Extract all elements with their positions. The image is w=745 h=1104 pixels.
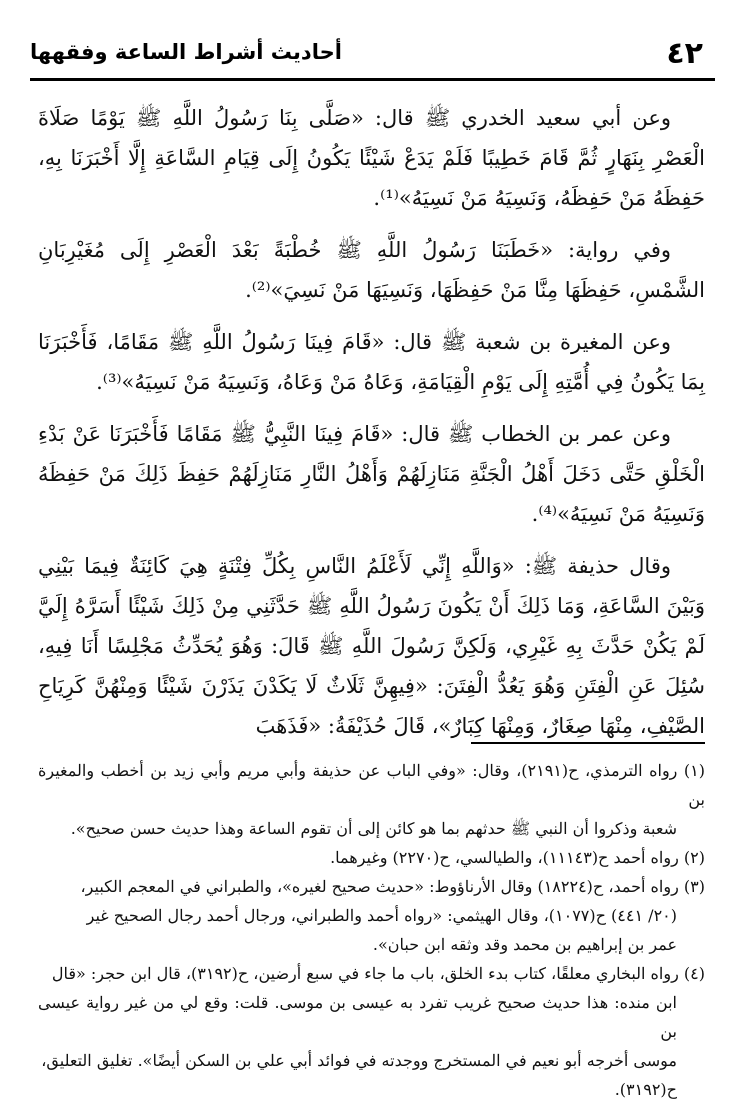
footnote-3 <box>38 872 705 959</box>
footnote-line: شعبة وذكروا أن النبي ﷺ حدثهم بما هو كائن إلى أن تقوم الساعة وهذا حديث حسن صحيح». <box>70 819 677 838</box>
paragraph-abu-said: وعن أبي سعيد الخدري ﷺ قال: «صَلَّى بِنَا رَسُولُ اللَّهِ ﷺ يَوْمًا صَلَاةَ الْعَصْرِ بِنَهَارٍ ثُمَّ قَامَ خَطِيبًا فَلَمْ يَدَعْ شَيْئًا يَكُونُ إِلَى قِيَامِ السَّاعَةِ إِلَّا أَخْبَرَنَا بِهِ، حَفِظَهُ مَنْ حَفِظَهُ، وَنَسِيَهُ مَنْ نَسِيَهُ»⁽¹⁾. <box>38 106 705 210</box>
paragraph-riwaya: وفي رواية: «خَطَبَنَا رَسُولُ اللَّهِ ﷺ خُطْبَةً بَعْدَ الْعَصْرِ إِلَى مُغَيْرِبَانِ الشَّمْسِ، حَفِظَهَا مِنَّا مَنْ حَفِظَهَا، وَنَسِيَهَا مَنْ نَسِيَ»⁽²⁾. <box>38 238 705 302</box>
footnote-line: (٢) رواه أحمد ح(١١١٤٣)، والطيالسي، ح(٢٢٧٠) وغيرهما. <box>330 848 705 867</box>
footnote-separator <box>471 742 705 744</box>
header-rule <box>30 78 715 81</box>
running-title: أحاديث أشراط الساعة وفقهها <box>30 40 342 64</box>
paragraph-mughira: وعن المغيرة بن شعبة ﷺ قال: «قَامَ فِينَا رَسُولُ اللَّهِ ﷺ مَقَامًا، فَأَخْبَرَنَا بِمَا يَكُونُ فِي أُمَّتِهِ إِلَى يَوْمِ الْقِيَامَةِ، وَعَاهُ مَنْ وَعَاهُ، وَنَسِيَهُ مَنْ نَسِيَهُ»⁽³⁾. <box>38 330 705 394</box>
footnote-line: (٤) رواه البخاري معلقًا، كتاب بدء الخلق، باب ما جاء في سبع أرضين، ح(٣١٩٢)، قال ابن حجر: «قال <box>51 964 705 983</box>
page-header <box>30 28 715 88</box>
footnote-line: عمر بن إبراهيم بن محمد وقد وثقه ابن حبان». <box>372 935 677 954</box>
footnote-1 <box>38 756 705 843</box>
footnotes <box>38 756 705 1104</box>
footnote-line: (٣) رواه أحمد، ح(١٨٢٢٤) وقال الأرناؤوط: «حديث صحيح لغيره»، والطبراني في المعجم الكبير، <box>80 877 705 896</box>
footnote-4 <box>38 959 705 1104</box>
page-number: ٤٢ <box>666 36 703 71</box>
footnote-2 <box>38 843 705 872</box>
paragraph-hudhayfa: وقال حذيفة ﷺ: «وَاللَّهِ إِنِّي لَأَعْلَمُ النَّاسِ بِكُلِّ فِتْنَةٍ هِيَ كَائِنَةٌ فِيمَا بَيْنِي وَبَيْنَ السَّاعَةِ، وَمَا ذَلِكَ أَنْ يَكُونَ رَسُولُ اللَّهِ ﷺ حَدَّثَنِي مِنْ ذَلِكَ شَيْئًا أَسَرَّهُ إِلَيَّ لَمْ يَكُنْ حَدَّثَ بِهِ غَيْرِي، وَلَكِنَّ رَسُولَ اللَّهِ ﷺ قَالَ: وَهُوَ يُحَدِّثُ مَجْلِسًا أَنَا فِيهِ، سُئِلَ عَنِ الْفِتَنِ وَهُوَ يَعُدُّ الْفِتَنَ: «فِيهِنَّ ثَلَاثٌ لَا يَكَدْنَ يَذَرْنَ شَيْئًا وَمِنْهُنَّ كَرِيَاحِ الصَّيْفِ، مِنْهَا صِغَارٌ، وَمِنْهَا كِبَارٌ»، قَالَ حُذَيْفَةُ: «فَذَهَبَ <box>38 554 705 738</box>
footnote-line: (٢٠/ ٤٤١) ح(١٠٧٧)، وقال الهيثمي: «رواه أحمد والطبراني، ورجال أحمد رجال الصحيح غير <box>86 906 677 925</box>
footnote-line: ابن منده: هذا حديث صحيح غريب تفرد به عيسى بن موسى. قلت: وقع لي من غير رواية عيسى بن <box>38 993 677 1041</box>
footnote-line: ح(٣١٩٢). <box>614 1080 677 1099</box>
main-text <box>38 98 705 758</box>
paragraph-umar: وعن عمر بن الخطاب ﷺ قال: «قَامَ فِينَا النَّبِيُّ ﷺ مَقَامًا فَأَخْبَرَنَا عَنْ بَدْءِ الْخَلْقِ حَتَّى دَخَلَ أَهْلُ الْجَنَّةِ مَنَازِلَهُمْ وَأَهْلُ النَّارِ مَنَازِلَهُمْ حَفِظَ ذَلِكَ مَنْ حَفِظَهُ وَنَسِيَهُ مَنْ نَسِيَهُ»⁽⁴⁾. <box>38 422 705 526</box>
footnote-line: موسى أخرجه أبو نعيم في المستخرج ووجدته في فوائد أبي علي بن السكن أيضًا». تغليق التعليق، <box>41 1051 677 1070</box>
footnote-line: (١) رواه الترمذي، ح(٢١٩١)، وقال: «وفي الباب عن حذيفة وأبي مريم وأبي زيد بن أخطب والمغيرة بن <box>38 761 706 809</box>
